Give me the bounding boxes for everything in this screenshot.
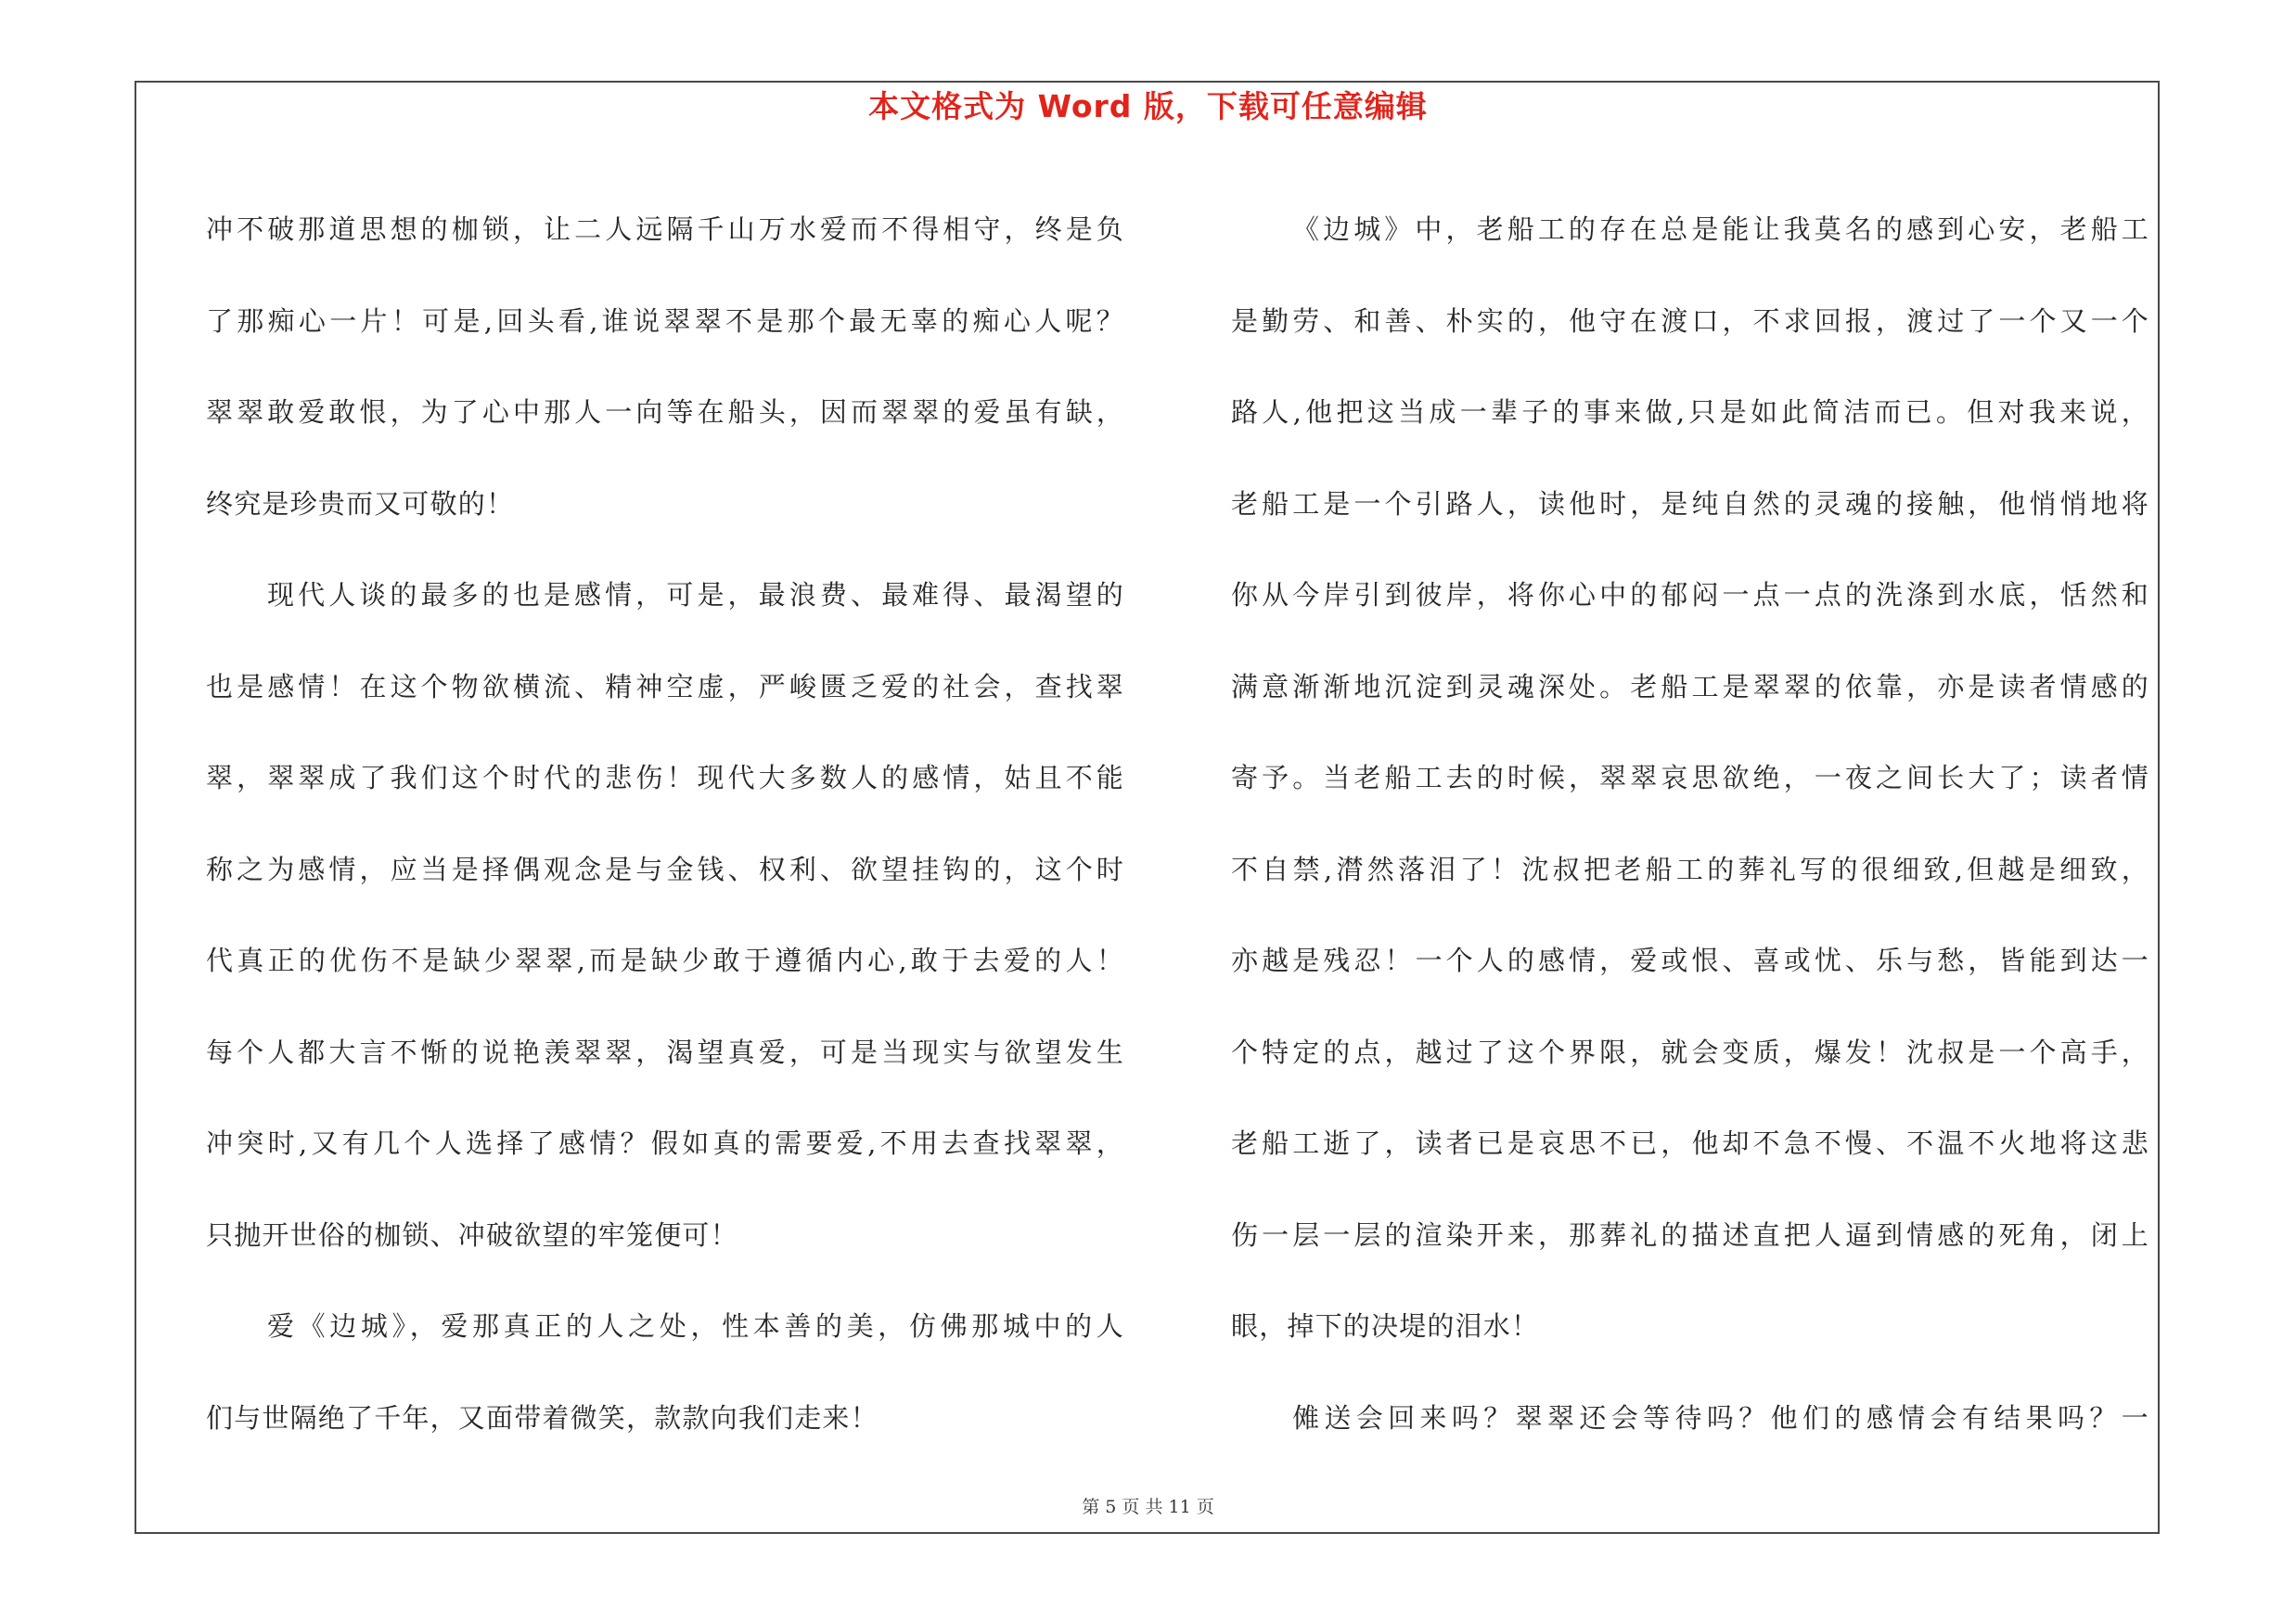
text-line: 称之为感情，应当是择偶观念是与金钱、权利、欲望挂钩的，这个时 [206, 853, 1124, 885]
left-text-column [206, 184, 1124, 1463]
text-line: 傩送会回来吗？翠翠还会等待吗？他们的感情会有结果吗？一 [1292, 1401, 2149, 1434]
text-line: 伤一层一层的渲染开来，那葬礼的描述直把人逼到情感的死角，闭上 [1231, 1218, 2149, 1251]
text-line: 路人,他把这当成一辈子的事来做,只是如此简洁而已。但对我来说， [1231, 396, 2149, 428]
right-text-column [1231, 184, 2149, 1463]
text-line: 爱《边城》，爱那真正的人之处，性本善的美，仿佛那城中的人 [267, 1310, 1124, 1342]
text-line: 们与世隔绝了千年，又面带着微笑，款款向我们走来！ [206, 1401, 879, 1434]
text-line: 老船工是一个引路人，读他时，是纯自然的灵魂的接触，他悄悄地将 [1231, 487, 2149, 520]
text-line: 满意渐渐地沉淀到灵魂深处。老船工是翠翠的依靠，亦是读者情感的 [1231, 670, 2149, 702]
text-line: 冲突时,又有几个人选择了感情？假如真的需要爱,不用去查找翠翠， [206, 1127, 1124, 1159]
text-line: 《边城》中，老船工的存在总是能让我莫名的感到心安，老船工 [1292, 213, 2149, 245]
text-line: 不自禁,潸然落泪了！沈叔把老船工的葬礼写的很细致,但越是细致， [1231, 853, 2149, 885]
text-line: 也是感情！在这个物欲横流、精神空虚，严峻匮乏爱的社会，查找翠 [206, 670, 1124, 702]
text-line: 是勤劳、和善、朴实的，他守在渡口，不求回报，渡过了一个又一个 [1231, 304, 2149, 337]
header-banner: 本文格式为 Word 版，下载可任意编辑 [868, 88, 1428, 124]
text-line: 翠翠敢爱敢恨，为了心中那人一向等在船头，因而翠翠的爱虽有缺， [206, 396, 1124, 428]
text-line: 现代人谈的最多的也是感情，可是，最浪费、最难得、最渴望的 [267, 579, 1124, 611]
text-line: 老船工逝了，读者已是哀思不已，他却不急不慢、不温不火地将这悲 [1231, 1127, 2149, 1159]
text-line: 每个人都大言不惭的说艳羡翠翠，渴望真爱，可是当现实与欲望发生 [206, 1036, 1124, 1068]
text-line: 你从今岸引到彼岸，将你心中的郁闷一点一点的洗涤到水底，恬然和 [1231, 579, 2149, 611]
page-number: 第 5 页 共 11 页 [1082, 1497, 1214, 1517]
text-line: 亦越是残忍！一个人的感情，爱或恨、喜或忧、乐与愁，皆能到达一 [1231, 945, 2149, 976]
text-line: 了那痴心一片！可是,回头看,谁说翠翠不是那个最无辜的痴心人呢？ [206, 304, 1124, 337]
text-line: 翠，翠翠成了我们这个时代的悲伤！现代大多数人的感情，姑且不能 [206, 762, 1124, 793]
text-line: 代真正的优伤不是缺少翠翠,而是缺少敢于遵循内心,敢于去爱的人！ [206, 945, 1124, 976]
text-line: 寄予。当老船工去的时候，翠翠哀思欲绝，一夜之间长大了；读者情 [1231, 762, 2149, 793]
text-line: 终究是珍贵而又可敬的！ [206, 487, 515, 520]
text-line: 个特定的点，越过了这个界限，就会变质，爆发！沈叔是一个高手， [1231, 1036, 2149, 1068]
text-line: 冲不破那道思想的枷锁，让二人远隔千山万水爱而不得相守，终是负 [206, 213, 1124, 245]
text-line: 只抛开世俗的枷锁、冲破欲望的牢笼便可！ [206, 1218, 738, 1251]
text-line: 眼，掉下的决堤的泪水！ [1231, 1310, 1540, 1342]
